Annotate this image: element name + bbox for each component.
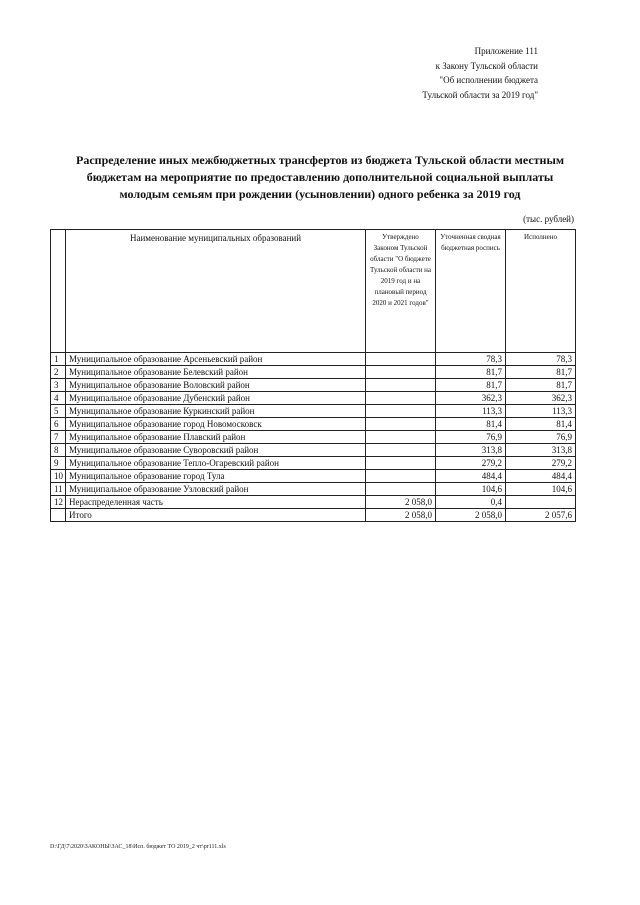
cell-refined: 362,3	[436, 392, 506, 405]
cell-name: Муниципальное образование Куркинский район	[66, 405, 366, 418]
total-row	[51, 509, 576, 522]
cell-idx: 8	[51, 444, 66, 457]
cell-idx: 6	[51, 418, 66, 431]
table-row	[51, 457, 576, 470]
title-line: молодым семьям при рождении (усыновлении) одного ребенка за 2019 год	[119, 187, 521, 201]
appendix-line: "Об исполнении бюджета	[439, 75, 538, 85]
cell-refined: 76,9	[436, 431, 506, 444]
cell-refined: 81,7	[436, 366, 506, 379]
cell-refined: 279,2	[436, 457, 506, 470]
cell-approved	[366, 392, 436, 405]
title-line: бюджетам на мероприятие по предоставлению дополнительной социальной выплаты	[86, 170, 554, 184]
cell-executed: 362,3	[506, 392, 576, 405]
cell-idx: 10	[51, 470, 66, 483]
cell-approved	[366, 470, 436, 483]
title-line: Распределение иных межбюджетных трансфертов из бюджета Тульской области местным	[76, 153, 564, 167]
cell-executed: 313,8	[506, 444, 576, 457]
cell-refined: 484,4	[436, 470, 506, 483]
table-row	[51, 379, 576, 392]
cell-executed: 484,4	[506, 470, 576, 483]
cell-approved	[366, 405, 436, 418]
cell-name: Муниципальное образование Арсеньевский район	[66, 353, 366, 366]
cell-refined: 81,4	[436, 418, 506, 431]
cell-name: Муниципальное образование город Тула	[66, 470, 366, 483]
cell-idx: 1	[51, 353, 66, 366]
cell-approved: 2 058,0	[366, 496, 436, 509]
cell-executed: 113,3	[506, 405, 576, 418]
cell-refined: 113,3	[436, 405, 506, 418]
cell-name: Муниципальное образование Суворовский район	[66, 444, 366, 457]
cell-approved	[366, 483, 436, 496]
cell-refined: 0,4	[436, 496, 506, 509]
appendix-line: к Закону Тульской области	[435, 60, 538, 71]
cell-refined: 78,3	[436, 353, 506, 366]
appendix-line: Приложение 111	[474, 46, 538, 56]
cell-executed: 104,6	[506, 483, 576, 496]
cell-idx: 5	[51, 405, 66, 418]
table-row	[51, 366, 576, 379]
cell-name: Муниципальное образование Дубенский район	[66, 392, 366, 405]
header-refined: Уточненная сводная бюджетная роспись	[436, 230, 506, 353]
cell-executed: 81,7	[506, 366, 576, 379]
header-index	[51, 230, 66, 353]
cell-approved	[366, 444, 436, 457]
table-row	[51, 405, 576, 418]
footer-file-path: D:\ГД\7\2020\ЗАКОНЫ\ЗАС_18\Исп. бюджет ТО 2019_2 чт\pr111.xls	[50, 844, 226, 850]
cell-executed	[506, 496, 576, 509]
units-label: (тыс. рублей)	[523, 214, 574, 224]
cell-executed: 81,4	[506, 418, 576, 431]
cell-approved	[366, 457, 436, 470]
cell-approved	[366, 418, 436, 431]
appendix-line: Тульской области за 2019 год"	[422, 89, 538, 100]
cell-idx: 7	[51, 431, 66, 444]
cell-refined: 313,8	[436, 444, 506, 457]
cell-idx: 2	[51, 366, 66, 379]
table-body	[51, 353, 576, 522]
table-row	[51, 496, 576, 509]
table-row	[51, 392, 576, 405]
table-row	[51, 418, 576, 431]
cell-executed: 81,7	[506, 379, 576, 392]
cell-executed: 2 057,6	[506, 509, 576, 522]
table-row	[51, 483, 576, 496]
table-header-row	[51, 230, 576, 353]
document-title	[40, 152, 600, 203]
header-name: Наименование муниципальных образований	[66, 230, 366, 353]
cell-name: Муниципальное образование Воловский район	[66, 379, 366, 392]
cell-approved	[366, 431, 436, 444]
table-row	[51, 444, 576, 457]
cell-refined: 81,7	[436, 379, 506, 392]
cell-name: Муниципальное образование Белевский район	[66, 366, 366, 379]
budget-table	[50, 229, 576, 522]
cell-name: Муниципальное образование Тепло-Огаревский район	[66, 457, 366, 470]
cell-idx: 3	[51, 379, 66, 392]
cell-idx: 9	[51, 457, 66, 470]
appendix-block	[338, 44, 538, 102]
header-executed: Исполнено	[506, 230, 576, 353]
table-row	[51, 431, 576, 444]
cell-name: Итого	[66, 509, 366, 522]
cell-refined: 104,6	[436, 483, 506, 496]
cell-idx: 4	[51, 392, 66, 405]
cell-name: Муниципальное образование город Новомосковск	[66, 418, 366, 431]
cell-name: Муниципальное образование Плавский район	[66, 431, 366, 444]
cell-approved: 2 058,0	[366, 509, 436, 522]
header-approved: Утверждено Законом Тульской области "О бюджете Тульской области на 2019 год и на плановый период 2020 и 2021 годов"	[366, 230, 436, 353]
cell-refined: 2 058,0	[436, 509, 506, 522]
cell-executed: 279,2	[506, 457, 576, 470]
cell-idx: 12	[51, 496, 66, 509]
cell-idx	[51, 509, 66, 522]
cell-executed: 78,3	[506, 353, 576, 366]
cell-approved	[366, 379, 436, 392]
cell-name: Муниципальное образование Узловский район	[66, 483, 366, 496]
cell-idx: 11	[51, 483, 66, 496]
cell-approved	[366, 366, 436, 379]
cell-approved	[366, 353, 436, 366]
cell-executed: 76,9	[506, 431, 576, 444]
table-row	[51, 470, 576, 483]
cell-name: Нераспределенная часть	[66, 496, 366, 509]
table-row	[51, 353, 576, 366]
